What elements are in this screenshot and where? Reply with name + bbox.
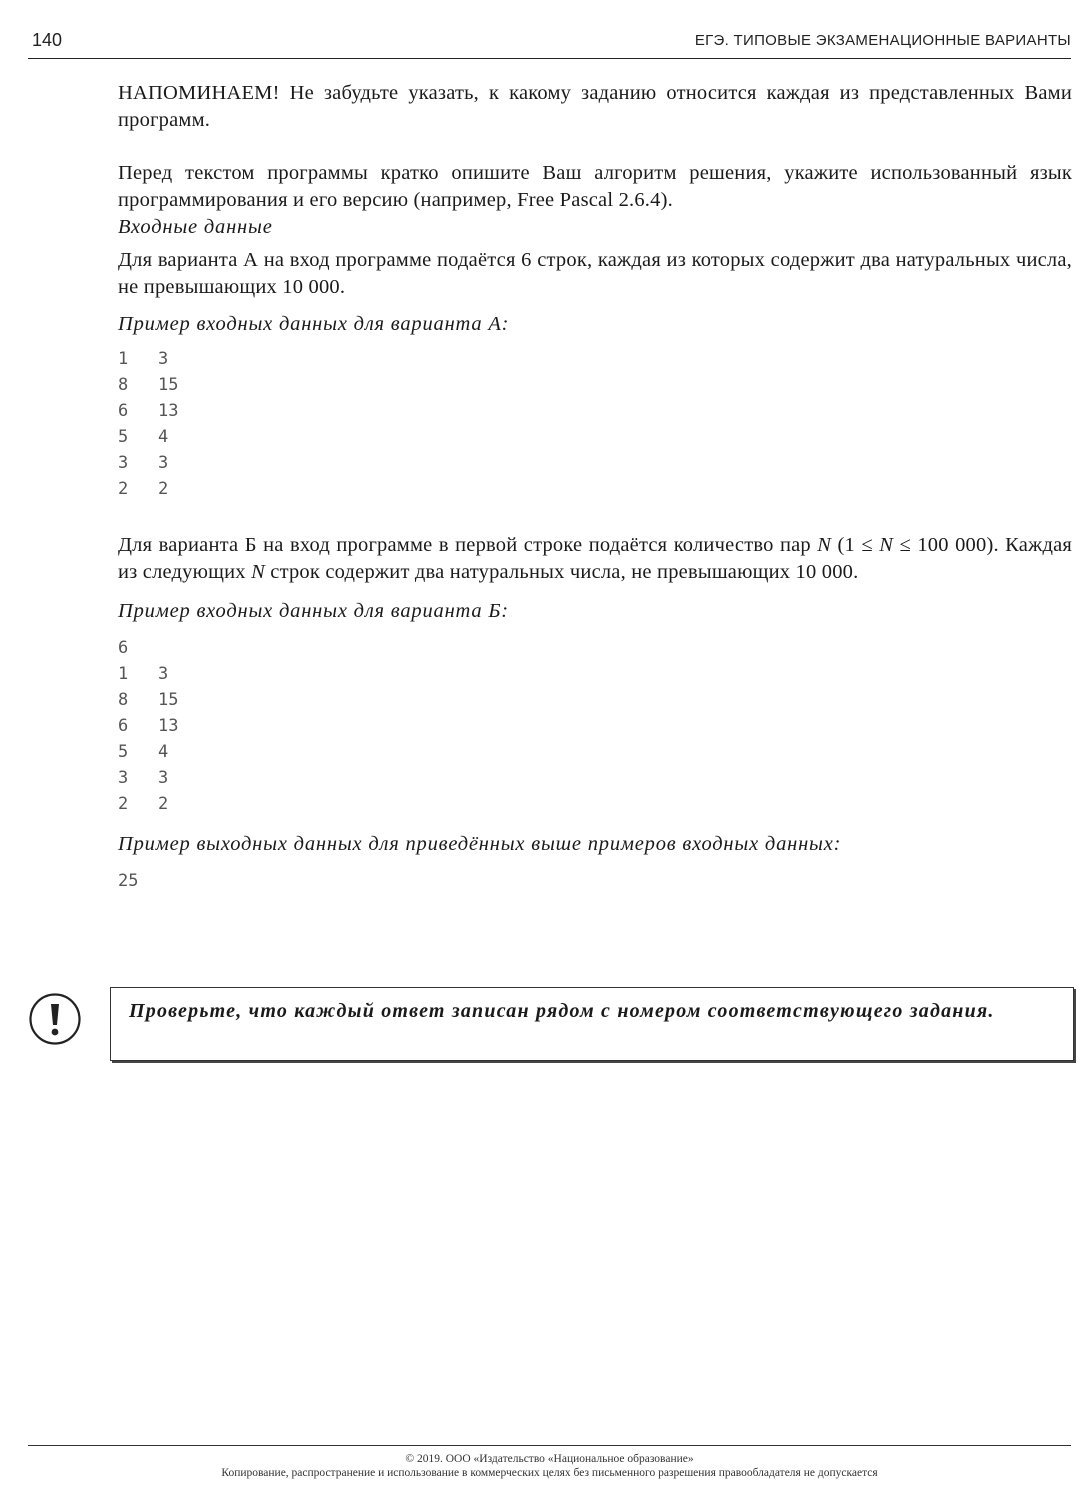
example-b-cell: 15 xyxy=(158,690,179,710)
example-b-first-row xyxy=(118,635,1072,661)
output-row xyxy=(118,868,1072,894)
example-a-row xyxy=(118,450,1072,476)
footer-copyright: © 2019. ООО «Издательство «Национальное образование» xyxy=(405,1453,694,1465)
example-a-row xyxy=(118,346,1072,372)
example-b-row xyxy=(118,791,1072,817)
example-a-row xyxy=(118,424,1072,450)
example-b-row xyxy=(118,687,1072,713)
example-a-cell: 13 xyxy=(158,401,179,421)
variant-n: N xyxy=(817,534,832,556)
example-a-row xyxy=(118,476,1072,502)
page-footer xyxy=(28,1445,1071,1480)
variant-b-text: ≤ 100 000). Каждая из следующих xyxy=(118,534,1073,583)
example-b-cell: 3 xyxy=(158,664,169,684)
example-b-cell: 8 xyxy=(118,690,129,710)
variant-b-text: (1 ≤ xyxy=(837,534,880,556)
output-value: 25 xyxy=(118,871,139,891)
example-b-cell: 13 xyxy=(158,716,179,736)
example-b-heading: Пример входных данных для варианта Б: xyxy=(118,600,509,622)
example-b-row xyxy=(118,739,1072,765)
example-b-cell: 2 xyxy=(118,794,129,814)
output-heading: Пример выходных данных для приведённых выше примеров входных данных: xyxy=(118,833,842,855)
example-a-cell: 1 xyxy=(118,349,129,369)
example-b-cell: 6 xyxy=(118,638,129,658)
example-b-row xyxy=(118,713,1072,739)
variant-a-paragraph: Для варианта А на вход программе подаётся 6 строк, каждая из которых содержит два натуральных числа, не превышающих 10 000. xyxy=(118,249,1072,298)
example-a-cell: 2 xyxy=(158,479,169,499)
example-a-block xyxy=(118,346,1072,502)
example-b-block xyxy=(118,635,1072,817)
variant-b-text: Для варианта Б на вход программе в первой строке подаётся количество пар xyxy=(118,534,818,556)
example-a-row xyxy=(118,372,1072,398)
footer-legal: Копирование, распространение и использование в коммерческих целях без письменного разрешения правообладателя не допускается xyxy=(221,1467,878,1479)
example-b-row xyxy=(118,765,1072,791)
example-b-cell: 6 xyxy=(118,716,129,736)
example-a-cell: 5 xyxy=(118,427,129,447)
variant-n: N xyxy=(251,561,265,583)
example-b-cell: 3 xyxy=(118,768,129,788)
example-a-cell: 15 xyxy=(158,375,179,395)
variant-n: N xyxy=(879,534,894,556)
example-b-cell: 5 xyxy=(118,742,129,762)
running-title: ЕГЭ. ТИПОВЫЕ ЭКЗАМЕНАЦИОННЫЕ ВАРИАНТЫ xyxy=(694,32,1071,49)
notice-text: Проверьте, что каждый ответ записан рядом с номером соответствующего задания. xyxy=(129,1000,995,1022)
variant-b-paragraph xyxy=(118,532,1072,586)
example-b-cell: 3 xyxy=(158,768,169,788)
page-header xyxy=(28,30,1071,59)
variant-b-text: строк содержит два натуральных числа, не превышающих 10 000. xyxy=(264,561,859,583)
reminder-paragraph: НАПОМИНАЕМ! Не забудьте указать, к какому заданию относится каждая из представленных Вами программ. xyxy=(118,82,1072,131)
notice-box xyxy=(110,987,1074,1061)
example-a-row xyxy=(118,398,1072,424)
example-b-row xyxy=(118,661,1072,687)
example-a-cell: 8 xyxy=(118,375,129,395)
example-a-cell: 6 xyxy=(118,401,129,421)
main-content xyxy=(118,80,1072,894)
input-heading: Входные данные xyxy=(118,216,273,238)
example-b-cell: 1 xyxy=(118,664,129,684)
exclamation-icon xyxy=(28,992,82,1046)
instruction-paragraph: Перед текстом программы кратко опишите Ваш алгоритм решения, укажите использованный язык программирования и его версию (например, Free Pascal 2.6.4). xyxy=(118,162,1072,211)
page-number: 140 xyxy=(32,30,63,50)
example-b-cell: 4 xyxy=(158,742,169,762)
example-a-heading: Пример входных данных для варианта А: xyxy=(118,313,510,335)
example-a-cell: 2 xyxy=(118,479,129,499)
example-b-cell: 2 xyxy=(158,794,169,814)
example-a-cell: 4 xyxy=(158,427,169,447)
example-a-cell: 3 xyxy=(158,453,169,473)
example-a-cell: 3 xyxy=(158,349,169,369)
output-block xyxy=(118,868,1072,894)
example-a-cell: 3 xyxy=(118,453,129,473)
